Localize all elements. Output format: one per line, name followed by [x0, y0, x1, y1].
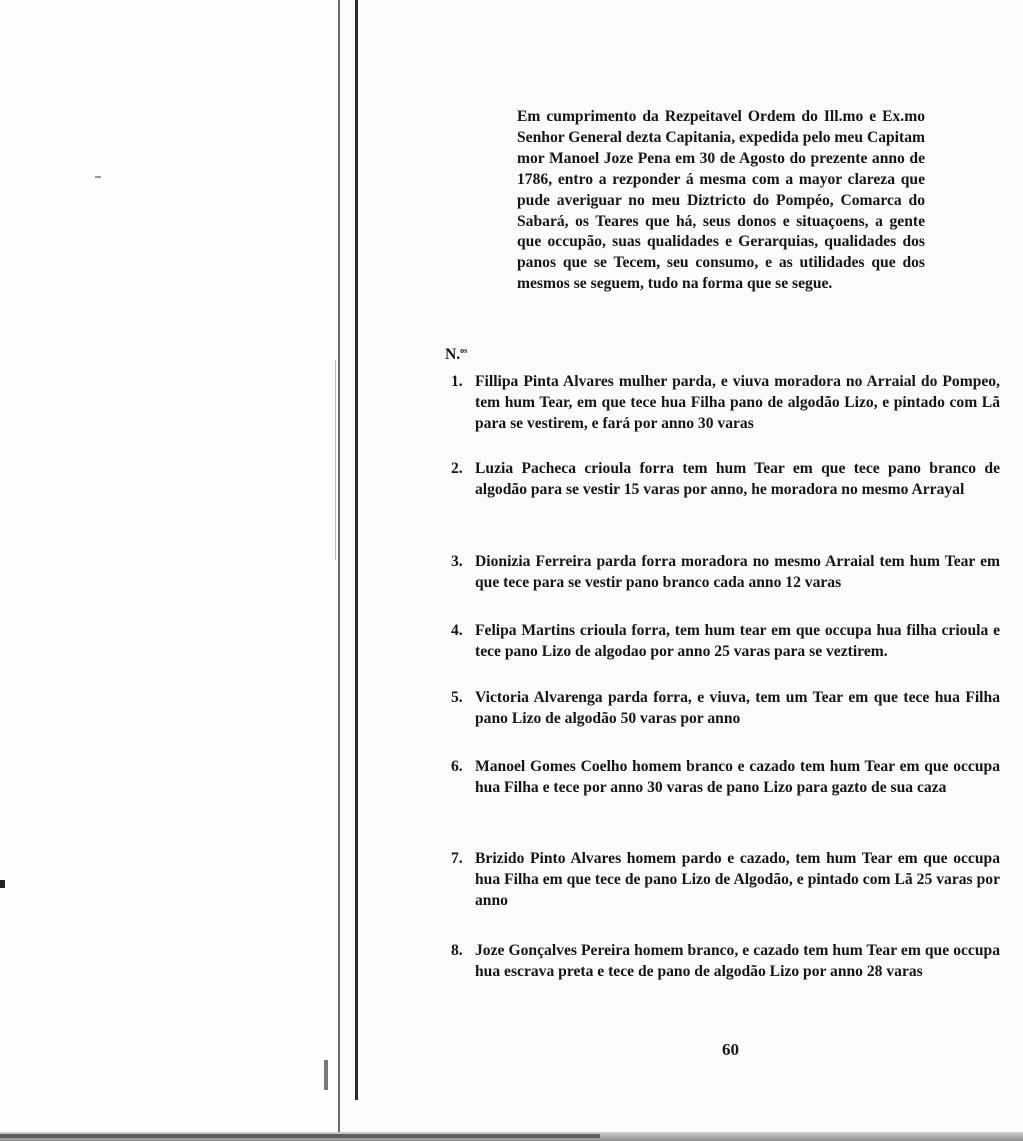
list-item-number: 3.: [451, 553, 463, 570]
left-blank-page: [0, 0, 338, 1141]
book-spine-line: [355, 0, 358, 1100]
list-item: [451, 688, 1000, 730]
list-item-number: 6.: [451, 758, 463, 775]
list-item-text: Felipa Martins crioula forra, tem hum tear em que occupa hua filha crioula e tece pano Lizo de algodao por anno 25 varas para se veztirem.: [475, 622, 1000, 660]
scan-artifact: [0, 880, 5, 888]
numbers-header: [445, 346, 467, 364]
list-item: [451, 849, 1000, 912]
numbers-header-label: N.: [445, 346, 461, 364]
page-number: 60: [722, 1040, 739, 1059]
list-item-text: Brizido Pinto Alvares homem pardo e cazado, tem hum Tear em que occupa hua Filha em que tece de pano Lizo de Algodão, e pintado com Lã 25 varas por anno: [475, 850, 1000, 909]
list-item-text: Dionizia Ferreira parda forra moradora no mesmo Arraial tem hum Tear em que tece para se vestir pano branco cada anno 12 varas: [475, 553, 1000, 591]
list-item-number: 5.: [451, 689, 463, 706]
list-item-text: Victoria Alvarenga parda forra, e viuva, tem um Tear em que tece hua Filha pano Lizo de algodão 50 varas por anno: [475, 689, 1000, 727]
list-item-number: 4.: [451, 622, 463, 639]
numbers-header-sup: os: [460, 346, 468, 355]
intro-paragraph: Em cumprimento da Rezpeitavel Ordem do Ill.mo e Ex.mo Senhor General dezta Capitania, expedida pelo meu Capitam mor Manoel Joze Pena em 30 de Agosto do prezente anno de 1786, entro a rezponder á mesma com a mayor clareza que pude averiguar no meu Diztricto do Pompéo, Comarca do Sabará, os Teares que há, seus donos e situaçoens, a gente que occupão, suas qualidades e Gerarquias, qualidades dos panos que se Tecem, seu consumo, e as utilidades que dos mesmos se seguem, tudo na forma que se segue.: [517, 108, 925, 293]
list-item-text: Joze Gonçalves Pereira homem branco, e cazado tem hum Tear em que occupa hua escrava preta e tece de pano de algodão Lizo por anno 28 varas: [475, 942, 1000, 980]
scan-artifact: [95, 176, 101, 178]
list-item: [451, 757, 1000, 799]
page-bottom-edge-shadow: [0, 1134, 600, 1138]
list-item: [451, 372, 1000, 435]
list-item: [451, 552, 1000, 594]
list-item-text: Manoel Gomes Coelho homem branco e cazado tem hum Tear em que occupa hua Filha e tece por anno 30 varas de pano Lizo para gazto de sua caza: [475, 758, 1000, 796]
list-item-number: 2.: [451, 460, 463, 477]
book-gutter-line: [338, 0, 340, 1141]
list-item: [451, 941, 1000, 983]
list-item-number: 8.: [451, 942, 463, 959]
list-item: [451, 459, 1000, 501]
list-item: [451, 621, 1000, 663]
book-gutter-shadow: [335, 360, 336, 560]
list-item-number: 1.: [451, 373, 463, 390]
list-item-number: 7.: [451, 850, 463, 867]
list-item-text: Fillipa Pinta Alvares mulher parda, e viuva moradora no Arraial do Pompeo, tem hum Tear, em que tece hua Filha pano de algodão Lizo, e pintado com Lã para se vestirem, e fará por anno 30 varas: [475, 373, 1000, 432]
scan-artifact: [324, 1060, 328, 1090]
list-item-text: Luzia Pacheca crioula forra tem hum Tear em que tece pano branco de algodão para se vestir 15 varas por anno, he moradora no mesmo Arrayal: [475, 460, 1000, 498]
